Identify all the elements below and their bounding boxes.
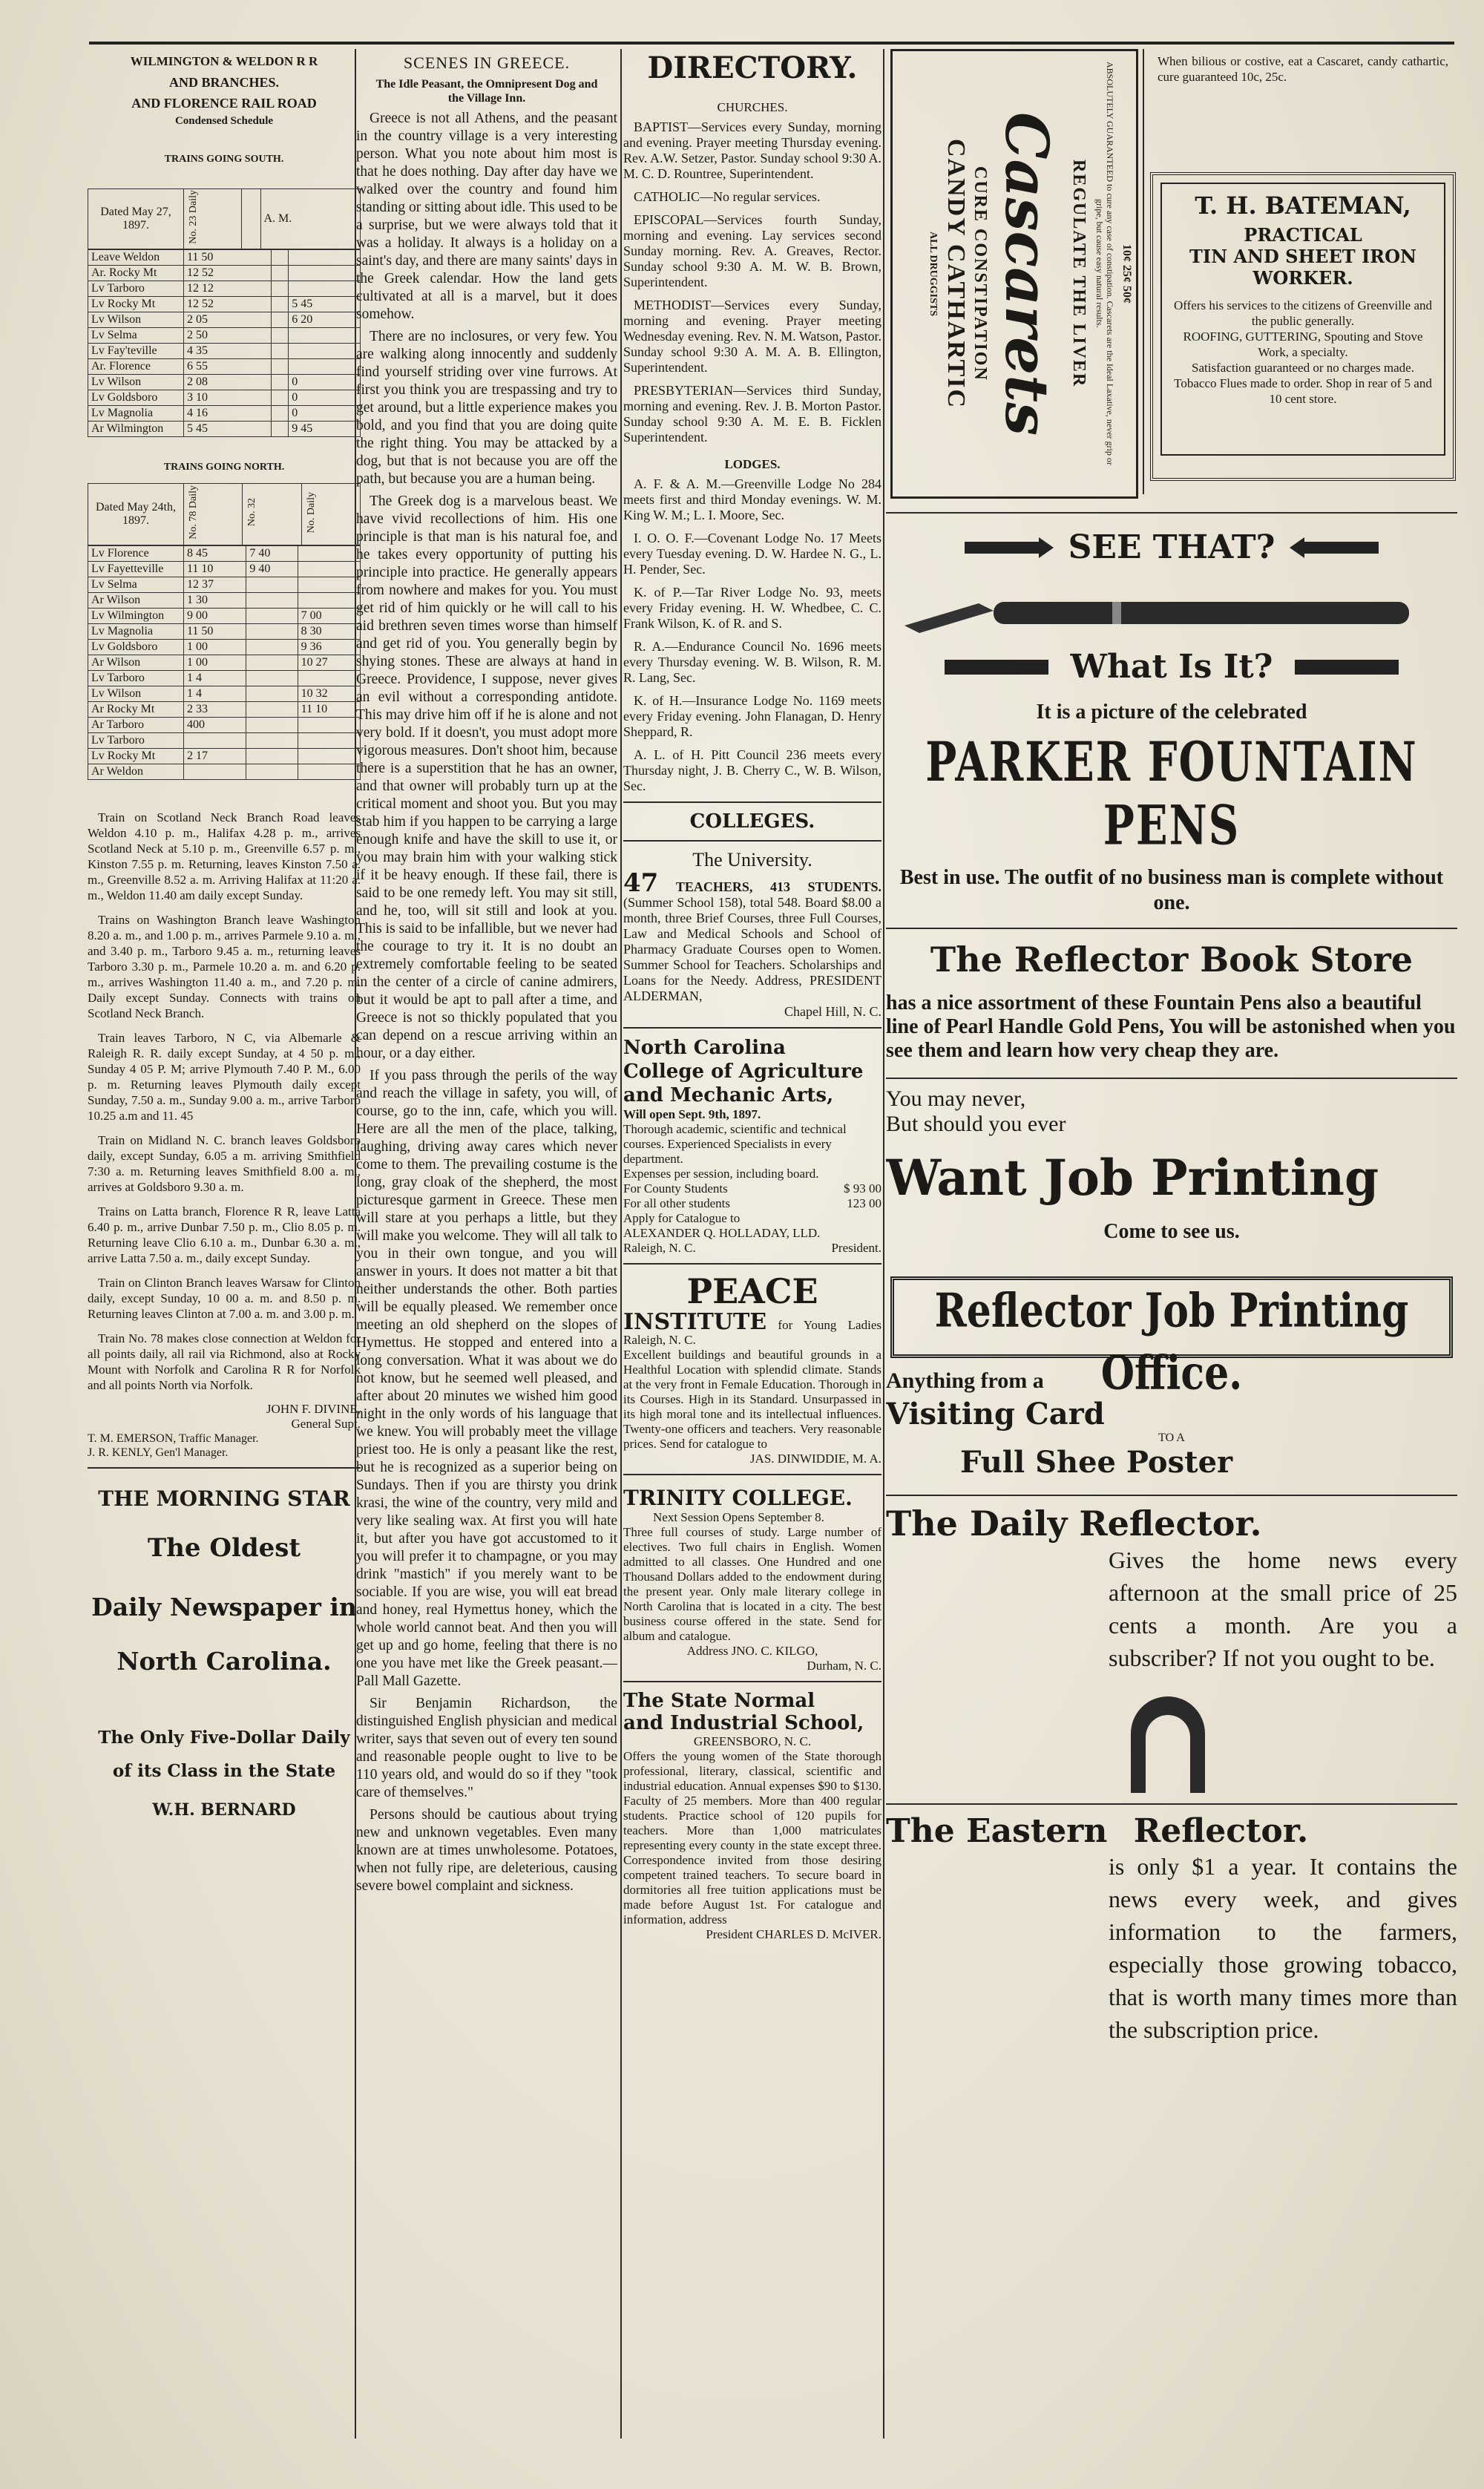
cascarets-brand: Cascarets bbox=[992, 111, 1062, 436]
daily-reflector-text: Gives the home news every afternoon at the small price of 25 cents a month. Are you a subscriber? If not you ought to be. bbox=[1109, 1547, 1457, 1671]
table-cell: Ar. Rocky Mt bbox=[88, 265, 184, 281]
paragraph: R. A.—Endurance Council No. 1696 meets every Thursday evening. W. B. Wilson, R. M. R. Lang, Sec. bbox=[623, 639, 881, 685]
cascarets-druggists: ALL DRUGGISTS bbox=[928, 232, 939, 316]
rr-subtitle: AND BRANCHES. bbox=[168, 75, 280, 90]
paragraph: METHODIST—Services every Sunday, morning and evening. Prayer meeting Wednesday evening. Rev. N. M. Watson, Pastor. Sunday school 9:30 A. M. A. B. Ellington, Superintendent. bbox=[623, 298, 881, 375]
morning-star-line: The Only Five-Dollar Daily bbox=[98, 1727, 350, 1748]
table-cell bbox=[184, 732, 246, 748]
table-cell: 12 37 bbox=[184, 577, 246, 592]
bateman-name: T. H. BATEMAN, bbox=[1195, 191, 1411, 220]
pointing-hands-icon bbox=[945, 652, 1048, 682]
morning-star-line: The Oldest bbox=[147, 1532, 301, 1563]
table-cell: 9 00 bbox=[184, 608, 246, 623]
table-cell bbox=[246, 623, 298, 639]
paragraph: K. of P.—Tar River Lodge No. 93, meets every Friday evening. H. W. Whedbee, C. C. Frank Wilson, K. of R. and S. bbox=[623, 585, 881, 631]
railroad-column bbox=[88, 49, 361, 2439]
table-cell: 3 10 bbox=[184, 390, 272, 405]
table-header: No. 23 Daily bbox=[184, 189, 242, 249]
table-cell bbox=[246, 592, 298, 608]
table-row bbox=[88, 701, 361, 717]
table-row bbox=[88, 748, 361, 764]
table-cell: 1 00 bbox=[184, 639, 246, 655]
table-row bbox=[88, 296, 361, 312]
table-row bbox=[88, 281, 361, 296]
table-header-row bbox=[88, 483, 361, 545]
visiting-card: Visiting Card bbox=[886, 1397, 1105, 1432]
table-cell bbox=[271, 281, 289, 296]
trinity-title: TRINITY COLLEGE. bbox=[623, 1486, 853, 1510]
table-cell: Lv Goldsboro bbox=[88, 639, 184, 655]
table-cell bbox=[271, 390, 289, 405]
job-office-title: Reflector Job Printing Office. bbox=[934, 1283, 1409, 1400]
paragraph: PRESBYTERIAN—Services third Sunday, morning and evening. Rev. J. B. Morton Pastor. Sunday school 9:30 A. M. E. B. Ficklen Superintendent. bbox=[623, 383, 881, 445]
paragraph: I. O. O. F.—Covenant Lodge No. 17 Meets every Tuesday evening. D. W. Hardee N. G., L. H. Pender, Sec. bbox=[623, 531, 881, 577]
table-cell bbox=[271, 358, 289, 374]
to-a: TO A bbox=[1158, 1432, 1185, 1444]
table-cell: Lv Fayetteville bbox=[88, 561, 184, 577]
table-cell bbox=[271, 343, 289, 358]
table-cell bbox=[246, 655, 298, 670]
table-row bbox=[88, 639, 361, 655]
table-cell bbox=[271, 421, 289, 436]
table-row bbox=[88, 686, 361, 701]
table-cell: 7 40 bbox=[246, 545, 298, 561]
table-cell: 1 4 bbox=[184, 670, 246, 686]
parker-pens-heading: PARKER FOUNTAIN PENS bbox=[925, 730, 1418, 858]
table-row bbox=[88, 265, 361, 281]
table-row bbox=[88, 405, 361, 421]
normal-school-ad: GREENSBORO, N. C. Offers the young women of the State thorough professional, literary, classical, scientific and industrial education. Annual expenses $90 to $130. Faculty of 25 members. More than 400 regular students. Practice school of 120 pupils for teachers. More than 1,000 matriculates representing every county in the state except three. Correspondence invited from those desiring competent trained teachers. To secure board in dormitories all free tuition applications must be made before August 1st. For catalogue and information, address President CHARLES D. McIVER. bbox=[623, 1734, 881, 1941]
table-cell: 0 bbox=[289, 390, 361, 405]
north-timetable-body bbox=[88, 545, 361, 780]
paragraph: There are no inclosures, or very few. You are walking along innocently and suddenly find yourself striding over vine furrows. At first you think you are trespassing and try to get around, but a little experience makes you bold, and you find that you are doing quite the right thing. You may be attacked by a dog, but that is not because you are off the path, but because you are a human being. bbox=[356, 329, 617, 487]
table-header: No. 78 Daily bbox=[184, 483, 243, 545]
table-header: Dated May 27, 1897. bbox=[88, 189, 184, 249]
table-cell: 10 27 bbox=[298, 655, 360, 670]
table-cell: Lv Florence bbox=[88, 545, 184, 561]
table-cell: Ar Weldon bbox=[88, 764, 184, 779]
table-cell bbox=[298, 561, 360, 577]
table-cell: Lv Wilson bbox=[88, 374, 184, 390]
table-row bbox=[88, 545, 361, 561]
cascarets-ad bbox=[890, 49, 1138, 499]
table-cell bbox=[246, 670, 298, 686]
table-cell bbox=[289, 281, 361, 296]
anything-line: Anything from a bbox=[886, 1368, 1044, 1393]
fountain-pen-icon bbox=[890, 581, 1454, 648]
table-cell: Ar Wilson bbox=[88, 655, 184, 670]
table-cell: 4 16 bbox=[184, 405, 272, 421]
top-rule bbox=[89, 42, 1454, 45]
arch-ornament-icon bbox=[1123, 1696, 1212, 1793]
column-rule bbox=[883, 49, 884, 2439]
table-row bbox=[88, 655, 361, 670]
table-row bbox=[88, 249, 361, 265]
table-row bbox=[88, 374, 361, 390]
table-cell: Ar Wilson bbox=[88, 592, 184, 608]
directory-title: DIRECTORY. bbox=[647, 50, 858, 85]
table-row bbox=[88, 764, 361, 779]
table-cell: 2 08 bbox=[184, 374, 272, 390]
table-cell bbox=[271, 296, 289, 312]
table-cell: 9 45 bbox=[289, 421, 361, 436]
table-cell: 12 52 bbox=[184, 296, 272, 312]
colleges-title: COLLEGES. bbox=[689, 810, 815, 833]
table-cell: 2 05 bbox=[184, 312, 272, 327]
university-ad: 47 TEACHERS, 413 STUDENTS. (Summer School 158), total 548. Board $8.00 a month, three Brief Courses, three Full Courses, Law and Medical Schools and School of Pharmacy Graduate Courses open to Women. Summer School for Teachers. Scholarships and Loans for the Needy. Address, PRESIDENT ALDERMAN, Chapel Hill, N. C. bbox=[623, 868, 881, 1019]
article-subtitle: The Idle Peasant, the Omnipresent Dog and the Village Inn. bbox=[375, 78, 598, 105]
table-cell bbox=[246, 577, 298, 592]
table-cell: Lv Fay'teville bbox=[88, 343, 184, 358]
table-cell bbox=[271, 265, 289, 281]
see-that-heading: SEE THAT? bbox=[1068, 528, 1275, 566]
table-cell: 0 bbox=[289, 405, 361, 421]
table-cell: 8 45 bbox=[184, 545, 246, 561]
morning-star-line: Daily Newspaper in bbox=[91, 1592, 357, 1621]
column-rule bbox=[620, 49, 622, 2439]
pointing-hands-icon bbox=[965, 533, 1054, 563]
table-header: Dated May 24th, 1897. bbox=[88, 483, 184, 545]
table-cell: Leave Weldon bbox=[88, 249, 184, 265]
table-cell bbox=[289, 265, 361, 281]
table-cell: 2 17 bbox=[184, 748, 246, 764]
table-cell bbox=[246, 686, 298, 701]
article-column bbox=[356, 49, 617, 2439]
job-printing-heading: Want Job Printing bbox=[886, 1149, 1379, 1207]
table-cell bbox=[246, 701, 298, 717]
table-cell bbox=[289, 327, 361, 343]
south-title: TRAINS GOING SOUTH. bbox=[164, 154, 284, 165]
table-row bbox=[88, 732, 361, 748]
table-row bbox=[88, 421, 361, 436]
morning-star-line: North Carolina. bbox=[116, 1646, 332, 1676]
poster-line: Full Shee Poster bbox=[960, 1445, 1233, 1480]
pointing-hands-icon bbox=[1295, 652, 1399, 682]
table-cell: 2 50 bbox=[184, 327, 272, 343]
table-row bbox=[88, 343, 361, 358]
table-cell bbox=[298, 748, 360, 764]
paragraph: Trains on Latta branch, Florence R R, leave Latta 6.40 p. m., arrive Dunbar 7.50 p. m., Clio 8.05 p. m. Returning leave Clio 6.10 a. m., Dunbar 6.30 a. m., arrive Latta 7.50 a. m., daily except Sunday. bbox=[88, 1204, 361, 1265]
paragraph: Persons should be cautious about trying new and unknown vegetables. Even many known are at times unwholesome. Potatoes, when not fully ripe, are deleterious, causing severe bowel complaint and sickness. bbox=[356, 1807, 617, 1894]
table-row bbox=[88, 358, 361, 374]
table-cell: 2 33 bbox=[184, 701, 246, 717]
table-cell: Ar Wilmington bbox=[88, 421, 184, 436]
table-cell: 12 52 bbox=[184, 265, 272, 281]
table-cell bbox=[289, 249, 361, 265]
table-cell: Ar Tarboro bbox=[88, 717, 184, 732]
never-line: You may never, bbox=[886, 1086, 1026, 1111]
table-cell: Lv Magnolia bbox=[88, 623, 184, 639]
table-cell: Lv Tarboro bbox=[88, 732, 184, 748]
rr-subtitle: Condensed Schedule bbox=[174, 115, 274, 127]
table-cell: Lv Tarboro bbox=[88, 281, 184, 296]
table-cell bbox=[271, 312, 289, 327]
north-timetable bbox=[88, 483, 361, 545]
signoff: JOHN F. DIVINE, General Supt. bbox=[266, 1401, 361, 1431]
table-cell: 400 bbox=[184, 717, 246, 732]
table-header: No. 32 bbox=[243, 483, 301, 545]
cascarets-regulate: REGULATE THE LIVER bbox=[1069, 160, 1089, 388]
table-cell bbox=[246, 764, 298, 779]
table-cell bbox=[298, 670, 360, 686]
column-rule bbox=[1143, 49, 1144, 494]
daily-reflector-title: The Daily Reflector. bbox=[886, 1503, 1262, 1544]
table-cell: 5 45 bbox=[289, 296, 361, 312]
table-header-row bbox=[88, 189, 361, 249]
cascarets-cure: CURE CONSTIPATION bbox=[971, 166, 990, 381]
branch-notes bbox=[88, 810, 361, 1393]
picture-caption: It is a picture of the celebrated bbox=[1036, 701, 1307, 724]
table-cell bbox=[271, 249, 289, 265]
table-cell bbox=[271, 327, 289, 343]
table-cell: Lv Selma bbox=[88, 327, 184, 343]
table-row bbox=[88, 717, 361, 732]
table-cell: 5 45 bbox=[184, 421, 272, 436]
table-row bbox=[88, 327, 361, 343]
table-cell bbox=[246, 639, 298, 655]
table-cell bbox=[298, 577, 360, 592]
paragraph: Train on Clinton Branch leaves Warsaw for Clinton daily, except Sunday, 10 00 a. m. and 8.50 p. m. Returning leaves Clinton at 7.00 a. m. and 3.00 p. m. bbox=[88, 1275, 361, 1321]
cascarets-guarantee: ABSOLUTELY GUARANTEED to cure any case of constipation. Cascarets are the Ideal Laxative, never grip or gripe, but cause easy natural results. bbox=[1094, 62, 1115, 465]
agriculture-college-title: North Carolina College of Agriculture and Mechanic Arts, bbox=[623, 1037, 864, 1106]
churches-title: CHURCHES. bbox=[717, 100, 788, 114]
lodges-list bbox=[623, 476, 881, 794]
table-cell: Lv Rocky Mt bbox=[88, 296, 184, 312]
table-cell: 7 00 bbox=[298, 608, 360, 623]
table-row bbox=[88, 592, 361, 608]
table-cell bbox=[246, 732, 298, 748]
table-row bbox=[88, 577, 361, 592]
table-cell: Lv Wilson bbox=[88, 686, 184, 701]
paragraph: BAPTIST—Services every Sunday, morning and evening. Prayer meeting Thursday evening. Rev. A.W. Setzer, Pastor. Sunday school 9:30 A. M. C. D. Rountree, Superintendent. bbox=[623, 119, 881, 181]
paragraph: Trains on Washington Branch leave Washington 8.20 a. m., and 1.00 p. m., arrives Parmele 9.10 a. m., and 3.40 p. m., Tarboro 9.45 a. m., returning leaves Tarboro 3.30 p. m., Parmele 10.20 a. m. and 6.20 p. m., arrives Washington 11.40 a. m., and 7.20 p. m. Daily except Sunday. Connects with trains on Scotland Neck Branch. bbox=[88, 912, 361, 1020]
article-body bbox=[356, 110, 617, 1895]
should-line: But should you ever bbox=[886, 1112, 1066, 1136]
table-cell bbox=[184, 764, 246, 779]
paragraph: K. of H.—Insurance Lodge No. 1169 meets every Friday evening. John Flanagan, D. Henry Sheppard, R. bbox=[623, 693, 881, 739]
university-title: The University. bbox=[692, 849, 812, 870]
article-title: SCENES IN GREECE. bbox=[403, 53, 571, 72]
cascarets-candy: CANDY CATHARTIC bbox=[942, 138, 970, 410]
table-cell: 11 50 bbox=[184, 249, 272, 265]
trinity-ad: Next Session Opens September 8. Three full courses of study. Large number of electives. Two full chairs in English. Women admitted to all classes. One Hundred and one Thousand Dollars added to the endowment during the present year. Only male literary college in North Carolina that is located in a city. The best business course offered in the state. Send for album and catalogue. Address JNO. C. KILGO, Durham, N. C. bbox=[623, 1510, 881, 1673]
table-cell: 1 4 bbox=[184, 686, 246, 701]
rr-title: WILMINGTON & WELDON R R bbox=[130, 54, 318, 68]
table-cell: 12 12 bbox=[184, 281, 272, 296]
table-cell: 11 10 bbox=[298, 701, 360, 717]
table-cell: 10 32 bbox=[298, 686, 360, 701]
morning-star-title: THE MORNING STAR bbox=[98, 1486, 350, 1511]
table-row bbox=[88, 670, 361, 686]
table-cell: 1 00 bbox=[184, 655, 246, 670]
peace-title: PEACE bbox=[686, 1271, 818, 1311]
table-cell: Lv Tarboro bbox=[88, 670, 184, 686]
peace-ad: INSTITUTE for Young Ladies Raleigh, N. C. Excellent buildings and beautiful grounds in a Healthful Location with splendid climate. Stands at the very front in Female Education. Thorough in its Courses. High in its Standard. Unsurpassed in its high moral tone and its intellectual influences. Twenty-one officers and teachers. Very reasonable prices. Send for catalogue to JAS. DINWIDDIE, M. A. bbox=[623, 1309, 881, 1466]
paragraph: Train on Scotland Neck Branch Road leaves Weldon 4.10 p. m., Halifax 4.28 p. m., arrives Scotland Neck at 5.10 p. m., Greenville 6.57 p. m., Kinston 7.55 p. m. Returning, leaves Kinston 7.50 a. m., Greenville 8.52 a. m. Arriving Halifax at 11:20 a. m., Weldon 11.40 am daily except Sunday. bbox=[88, 810, 361, 902]
normal-school-title: The State Normal and Industrial School, bbox=[623, 1690, 864, 1734]
paragraph: A. L. of H. Pitt Council 236 meets every Thursday night, J. B. Cherry C., W. B. Wilson, Sec. bbox=[623, 747, 881, 793]
agriculture-college-ad: Will open Sept. 9th, 1897. Thorough academic, scientific and technical courses. Experienced Specialists in every department. Expenses per session, including board. For County Students $ 93 00 For all other students 123 00 Apply for Catalogue to ALEXANDER Q. HOLLADAY, LLD. Raleigh, N. C. President. bbox=[623, 1107, 881, 1255]
table-cell: 11 50 bbox=[184, 623, 246, 639]
best-in-use: Best in use. The outfit of no business man is complete without one. bbox=[899, 866, 1444, 914]
bookstore-heading: The Reflector Book Store bbox=[930, 939, 1414, 980]
table-cell: Lv Rocky Mt bbox=[88, 748, 184, 764]
morning-star-line: of its Class in the State bbox=[112, 1760, 336, 1781]
table-header bbox=[241, 189, 260, 249]
table-cell: 0 bbox=[289, 374, 361, 390]
table-cell: 11 10 bbox=[184, 561, 246, 577]
paragraph: Train leaves Tarboro, N C, via Albemarle & Raleigh R. R. daily except Sunday, at 4 50 p. m., Sunday 4 05 P. M; arrive Plymouth 7.40 P. M., 6.00 p. m. Returning leaves Plymouth daily except Sunday, 7.50 a. m., Sunday 9.00 a. m., arrive Tarboro 10.25 a.m and 11. 45 bbox=[88, 1030, 361, 1123]
pointing-hands-icon bbox=[1290, 533, 1379, 563]
churches-list bbox=[623, 119, 881, 445]
table-cell bbox=[298, 732, 360, 748]
table-cell bbox=[271, 374, 289, 390]
table-cell bbox=[298, 592, 360, 608]
cascarets-price: 10¢ 25¢ 50¢ bbox=[1120, 244, 1133, 304]
table-cell: 6 55 bbox=[184, 358, 272, 374]
lodges-title: LODGES. bbox=[724, 457, 781, 471]
table-cell: 9 40 bbox=[246, 561, 298, 577]
north-title: TRAINS GOING NORTH. bbox=[163, 461, 285, 473]
table-cell: Lv Goldsboro bbox=[88, 390, 184, 405]
south-timetable-body bbox=[88, 249, 361, 437]
paragraph: A. F. & A. M.—Greenville Lodge No 284 meets first and third Monday evenings. W. M. King W. M.; L. I. Moore, Sec. bbox=[623, 476, 881, 522]
table-cell: 8 30 bbox=[298, 623, 360, 639]
table-row bbox=[88, 312, 361, 327]
paragraph: Train No. 78 makes close connection at Weldon for all points daily, all rail via Richmond, also at Rocky Mount with Norfolk and Carolina R R for Norfolk and all points North via Norfolk. bbox=[88, 1331, 361, 1392]
morning-star-line: W.H. BERNARD bbox=[152, 1800, 296, 1820]
table-cell bbox=[246, 608, 298, 623]
table-cell bbox=[289, 358, 361, 374]
table-cell bbox=[271, 405, 289, 421]
table-cell: 1 30 bbox=[184, 592, 246, 608]
table-header: A. M. bbox=[260, 189, 361, 249]
table-row bbox=[88, 623, 361, 639]
south-timetable bbox=[88, 188, 361, 249]
table-cell bbox=[246, 748, 298, 764]
table-cell: Lv Wilson bbox=[88, 312, 184, 327]
eastern-reflector-title: The Eastern Reflector. bbox=[886, 1812, 1309, 1850]
table-row bbox=[88, 561, 361, 577]
paragraph: EPISCOPAL—Services fourth Sunday, morning and evening. Lay services second Sunday morning. Rev. A. Greaves, Rector. Sunday school 9:30 A. M. W. B. Brown, Superintendent. bbox=[623, 212, 881, 289]
paragraph: Train on Midland N. C. branch leaves Goldsboro daily, except Sunday, 6.05 a m. arriving Smithfield 7:30 a. m. Returning leaves Smithfield 8.00 a. m., arrives at Goldsboro 9.30 a. m. bbox=[88, 1132, 361, 1194]
come-see-us: Come to see us. bbox=[1103, 1220, 1240, 1243]
eastern-reflector-text: is only $1 a year. It contains the news every week, and gives information to the farmers, especially those growing tobacco, that is worth many times more than the subscription price. bbox=[1109, 1853, 1457, 2043]
bilious-note: When bilious or costive, eat a Cascaret, candy cathartic, cure guaranteed 10c, 25c. bbox=[1158, 54, 1448, 84]
table-cell bbox=[246, 717, 298, 732]
table-cell bbox=[298, 717, 360, 732]
table-cell bbox=[298, 545, 360, 561]
table-cell bbox=[289, 343, 361, 358]
paragraph: If you pass through the perils of the way and reach the village in safety, you will, of course, go to the inn, cafe, which you will. Here are all the men of the place, talking, laughing, driving away cares which never come to them. The prevailing costume is the long, gray cloak of the shepherd, the most picturesque garment in Greece. These men will stare at you perhaps a little, but they will make you welcome. They will all talk to you in their own tongue, and you will answer in yours. It does not matter a bit that neither understands the other. Both parties will be equally pleased. We remember once meeting an old shepherd on the slopes of Hymettus. He stopped and entered into a long conversation. What it was about we do not know, but he seemed well pleased, and after about 20 minutes we wished him good night in the only words of his language that we knew. You will probably meet the village priest too. He is only a peasant like the rest, but he is recognized as a superior being on Sundays. Then if you are thirsty you drink krasi, the wine of the country, very mild and very like sealing wax. At first you will hate it, but after you have got accustomed to it you will prefer it to champagne, or you may drink "mastich" if you merely want to be sociable. If you are wise, you will eat bread and honey, real Hymettus honey, which the whole world cannot beat. And then you will get up and go home, feeling that there is no one you have met like the Greek peasant.—Pall Mall Gazette. bbox=[356, 1068, 617, 1689]
table-cell: 6 20 bbox=[289, 312, 361, 327]
rr-subtitle: AND FLORENCE RAIL ROAD bbox=[131, 96, 317, 111]
what-is-it-heading: What Is It? bbox=[1070, 648, 1273, 686]
reflector-ads bbox=[886, 505, 1457, 2434]
paragraph: The Greek dog is a marvelous beast. We have vivid recollections of him. His one principle is that man is his natural foe, and he takes every opportunity of putting his principle into practice. He generally appears from nowhere and makes for you. You must get rid of him quickly or he will call to his aid brethren seven times worse than himself and get rid of you. You generally begin by shying stones. These are always at hand in Greece. Providence, I suppose, never gives an evil without a corresponding antidote. This may drive him off if he is alone and not very bold. If it doesn't, you must adopt more vigorous measures. Don't shoot him, because there is a superstition that he has an owner, and that owner will probably turn up at the critical moment and shoot you. But you may stab him if you happen to be carrying a large enough knife and have the skill to use it, or you may brain him with your walking stick if it be heavy enough. If these fail, there is said to be one remedy left. You may sit still, and he, too, will sit still and look at you. This is said to be infallible, but we never had the courage to try it. It is no doubt an extremely comfortable feeling to be seated in the center of a circle of canine admirers, but it would be apt to pall after a time, and Greece is not so thickly populated that you can depend on a rescue arriving within an hour, or a day either. bbox=[356, 493, 617, 1061]
table-header: No. Daily bbox=[301, 483, 360, 545]
table-cell: Ar. Florence bbox=[88, 358, 184, 374]
table-cell: Ar Rocky Mt bbox=[88, 701, 184, 717]
directory-column bbox=[623, 49, 881, 2439]
table-cell: 9 36 bbox=[298, 639, 360, 655]
paragraph: Sir Benjamin Richardson, the distinguished English physician and medical writer, says that seven out of every ten sound and reasonable people ought to live to be 110 years old, and would do so if they "took care of themselves." bbox=[356, 1696, 617, 1800]
table-cell: Lv Selma bbox=[88, 577, 184, 592]
table-cell: Lv Wilmington bbox=[88, 608, 184, 623]
paragraph: CATHOLIC—No regular services. bbox=[634, 189, 821, 204]
table-cell bbox=[298, 764, 360, 779]
bateman-ad: T. H. BATEMAN, PRACTICAL TIN AND SHEET IRON WORKER. Offers his services to the citizens of Greenville and the public generally. ROOFING, GUTTERING, Spouting and Stove Work, a specialty. Satisfaction guaranteed or no charges made. Tobacco Flues made to order. Shop in rear of 5 and 10 cent store. bbox=[1150, 172, 1456, 481]
table-row bbox=[88, 608, 361, 623]
table-cell: 4 35 bbox=[184, 343, 272, 358]
table-cell: Lv Magnolia bbox=[88, 405, 184, 421]
paragraph: Greece is not all Athens, and the peasant in the country village is a very interesting person. What you note about him most is that he does nothing. Day after day have we walked over the country and found him standing or sitting about idle. This used to be a surprise, but we were always told that it was a holiday. It always is a holiday on a saint's day, and there are many saints' days in the Greek calendar. How the land gets cultivated at all is a marvel, but it does somehow. bbox=[356, 111, 617, 322]
bookstore-text: has a nice assortment of these Fountain Pens also a beautiful line of Pearl Handle Gold Pens, You will be astonished when you see them and learn how very cheap they are. bbox=[886, 991, 1456, 1062]
signoff: T. M. EMERSON, Traffic Manager. J. R. KENLY, Gen'l Manager. bbox=[88, 1432, 259, 1459]
table-row bbox=[88, 390, 361, 405]
